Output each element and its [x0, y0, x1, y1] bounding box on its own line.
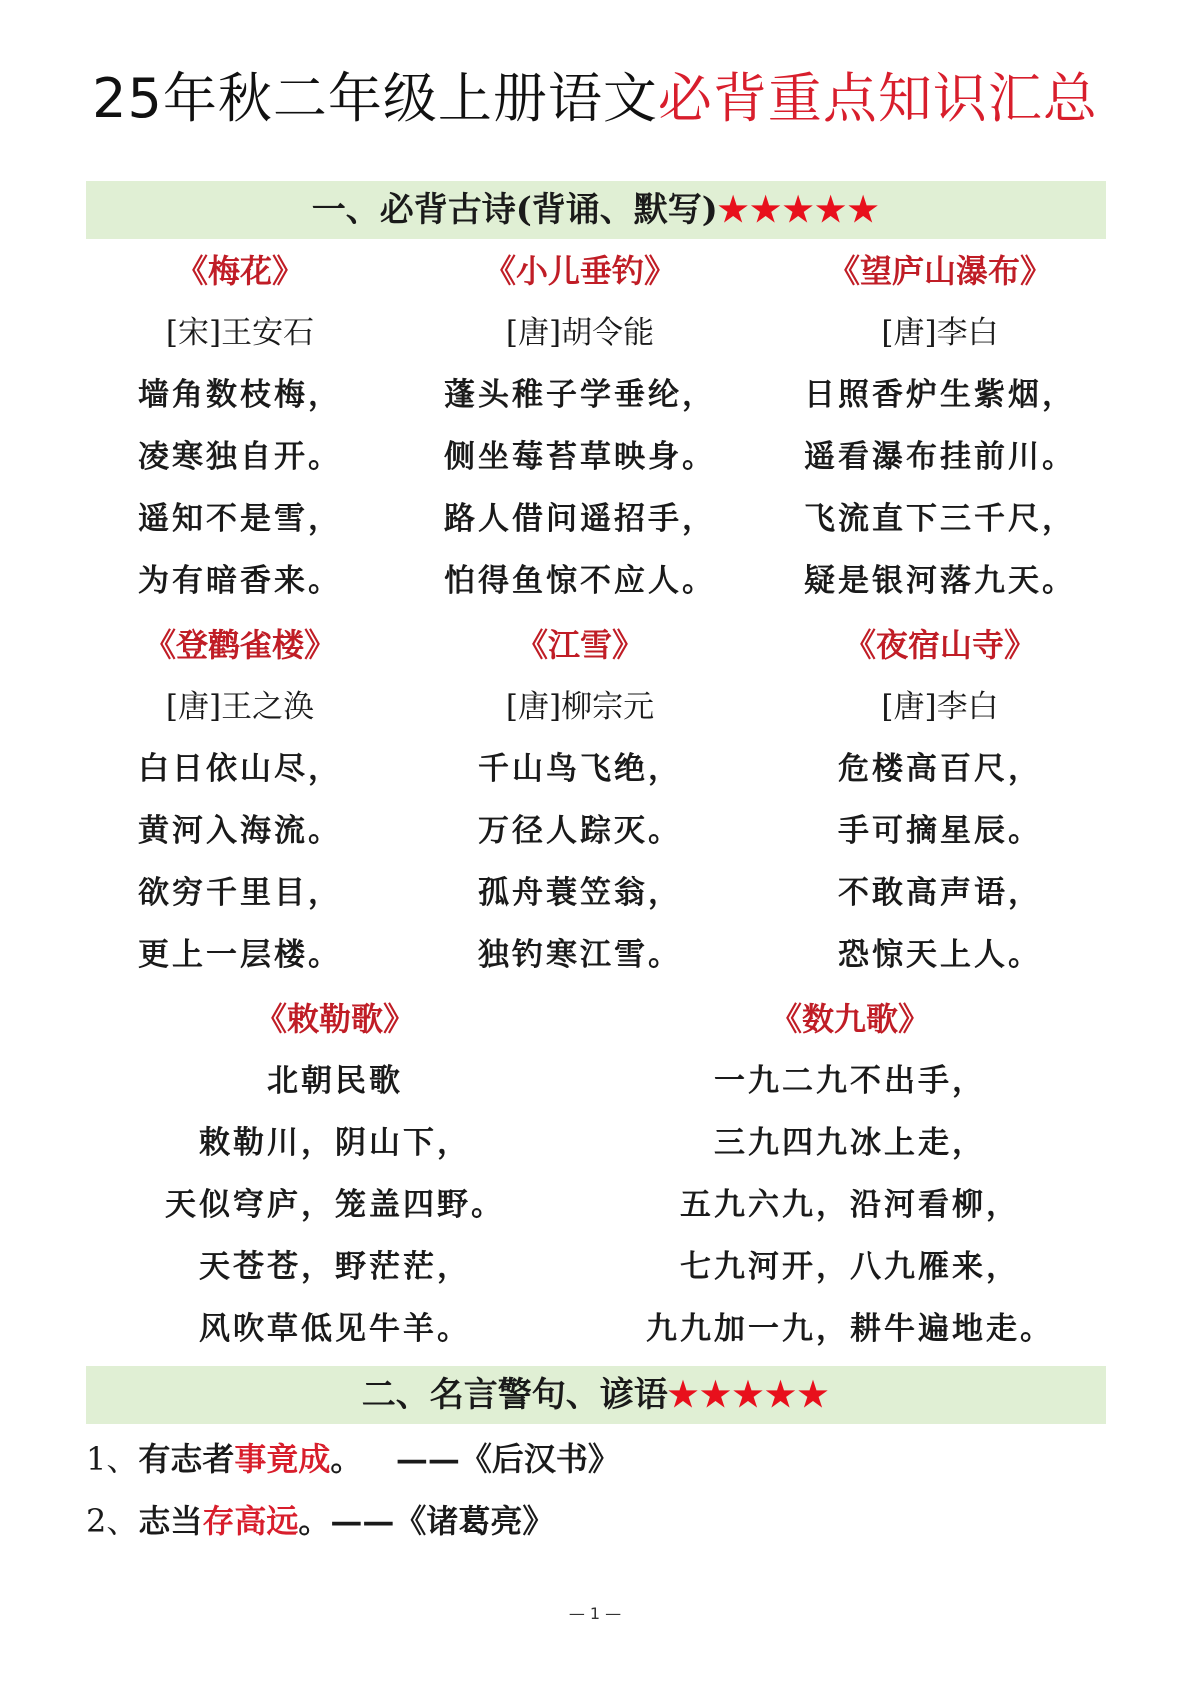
section-label: 一、必背古诗(背诵、默写) [311, 190, 718, 230]
poem-line: 独钓寒江雪。 [478, 937, 682, 973]
star-rating-icon: ★★★★★ [667, 1375, 831, 1415]
poem-jiangxue [410, 614, 750, 986]
poem-line: 侧坐莓苔草映身。 [444, 439, 716, 475]
page-title: 25年秋二年级上册语文必背重点知识汇总 [92, 67, 1098, 130]
poem-line: 墙角数枝梅， [138, 377, 342, 413]
poem-meihua [70, 240, 410, 612]
poem-line: 千山鸟飞绝， [478, 751, 682, 787]
section-label: 二、名言警句、谚语 [361, 1375, 668, 1415]
poem-line: 七九河开，八九雁来， [680, 1249, 1020, 1285]
poem-line: 风吹草低见牛羊。 [199, 1311, 471, 1347]
poem-title: 《敕勒歌》 [254, 1000, 415, 1038]
poem-line: 手可摘星辰。 [838, 813, 1042, 849]
poem-line: 天苍苍，野茫茫， [199, 1249, 471, 1285]
poem-line: 路人借问遥招手， [444, 501, 716, 537]
poem-line: 万径人踪灭。 [478, 813, 682, 849]
poem-line: 遥知不是雪， [138, 501, 342, 537]
saying-item: 2、志当存高远。——《诸葛亮》 [86, 1502, 555, 1540]
poem-line: 遥看瀑布挂前川。 [804, 439, 1076, 475]
poem-line: 三九四九冰上走， [714, 1125, 986, 1161]
poem-line: 孤舟蓑笠翁， [478, 875, 682, 911]
poem-line: 恐惊天上人。 [838, 937, 1042, 973]
poem-author: [唐]李白 [881, 689, 999, 725]
poem-title: 《登鹳雀楼》 [143, 626, 336, 664]
poem-line: 一九二九不出手， [714, 1063, 986, 1099]
star-rating-icon: ★★★★★ [717, 190, 881, 230]
poem-title: 《小儿垂钓》 [483, 252, 676, 290]
poem-line: 欲穷千里目， [138, 875, 342, 911]
saying-item: 1、有志者事竟成。 ——《后汉书》 [86, 1440, 620, 1478]
poem-author: [唐]胡令能 [505, 315, 655, 351]
poem-author: [唐]柳宗元 [505, 689, 655, 725]
poem-line: 九九加一九，耕牛遍地走。 [646, 1311, 1054, 1347]
poem-line: 白日依山尽， [138, 751, 342, 787]
poem-title: 《数九歌》 [769, 1000, 930, 1038]
poem-author: [唐]王之涣 [165, 689, 315, 725]
poem-line: 不敢高声语， [838, 875, 1042, 911]
poem-author: [唐]李白 [881, 315, 999, 351]
poem-shujiuge [600, 988, 1100, 1360]
poem-line: 敕勒川，阴山下， [199, 1125, 471, 1161]
poem-line: 怕得鱼惊不应人。 [444, 563, 716, 599]
poem-wang-lushan-pubu [760, 240, 1120, 612]
poem-yesu-shansi [760, 614, 1120, 986]
poem-line: 飞流直下三千尺， [804, 501, 1076, 537]
poem-title: 《望庐山瀑布》 [827, 252, 1052, 290]
poem-line: 更上一层楼。 [138, 937, 342, 973]
poem-line: 蓬头稚子学垂纶， [444, 377, 716, 413]
page-number: — 1 — [568, 1604, 622, 1623]
poem-line: 五九六九，沿河看柳， [680, 1187, 1020, 1223]
poem-title: 《梅花》 [175, 252, 304, 290]
section-header-sayings [86, 1366, 1106, 1424]
poem-line: 黄河入海流。 [138, 813, 342, 849]
poem-author: 北朝民歌 [267, 1063, 403, 1099]
section-header-ancient-poems [86, 181, 1106, 239]
poem-line: 凌寒独自开。 [138, 439, 342, 475]
poem-line: 危楼高百尺， [838, 751, 1042, 787]
poem-deng-guanquelou [70, 614, 410, 986]
poem-line: 为有暗香来。 [138, 563, 342, 599]
poem-line: 日照香炉生紫烟， [804, 377, 1076, 413]
poem-line: 疑是银河落九天。 [804, 563, 1076, 599]
poem-title: 《夜宿山寺》 [843, 626, 1036, 664]
poem-author: [宋]王安石 [165, 315, 315, 351]
poem-chilege [110, 988, 560, 1360]
poem-title: 《江雪》 [515, 626, 644, 664]
poem-xiaoer-chuidiao [410, 240, 750, 612]
poem-line: 天似穹庐，笼盖四野。 [165, 1187, 505, 1223]
